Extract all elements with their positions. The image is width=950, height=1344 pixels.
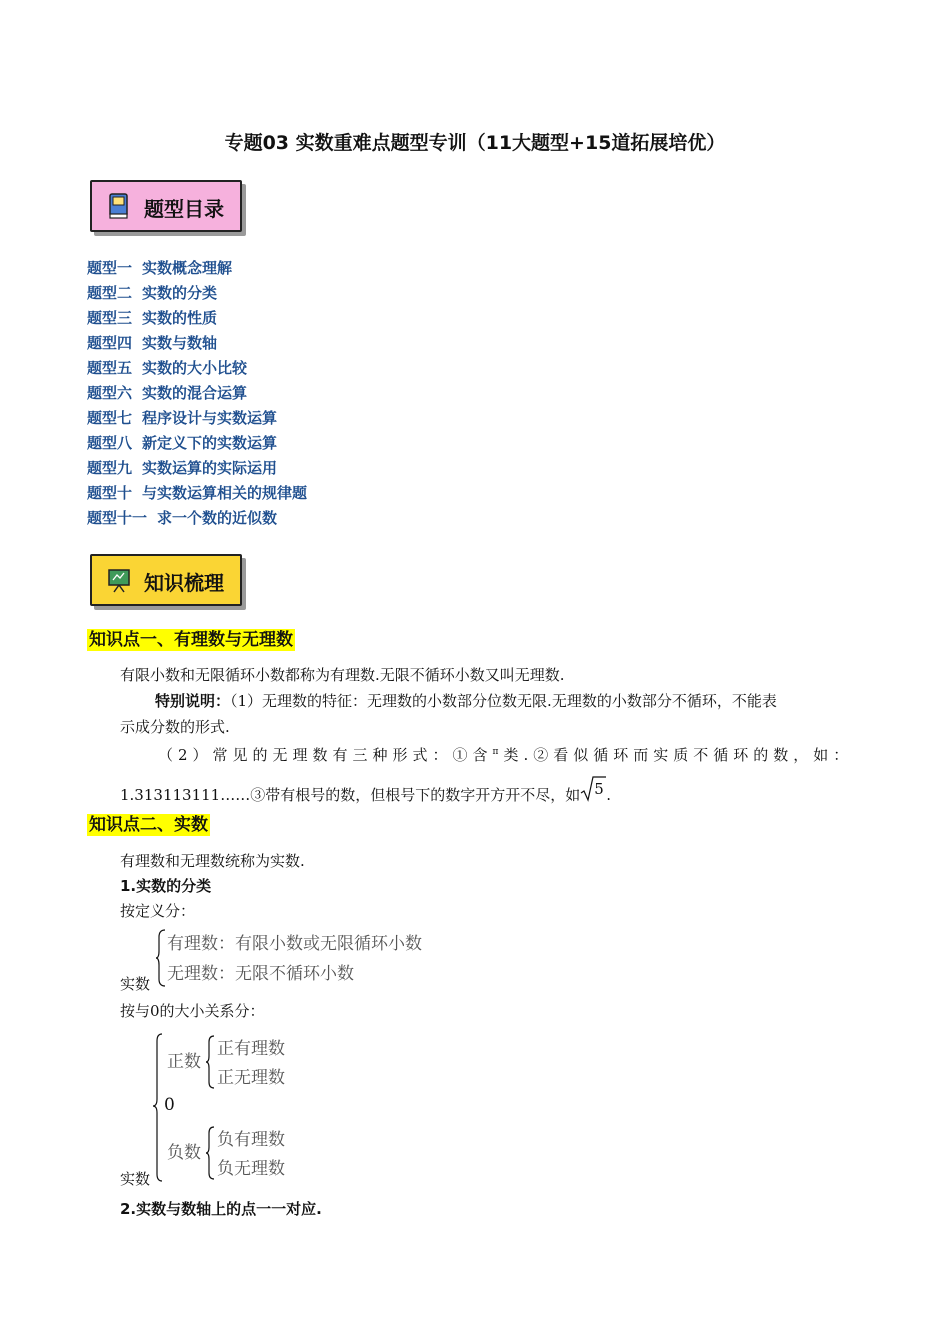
negative-rational: 负有理数	[217, 1130, 285, 1150]
toc-item[interactable]: 题型五 实数的大小比较	[87, 359, 248, 377]
toc-list	[87, 256, 307, 531]
negative-label: 负数	[167, 1143, 201, 1163]
toc-item[interactable]: 题型八 新定义下的实数运算	[87, 434, 278, 452]
by-definition-label: 按定义分：	[120, 902, 196, 920]
positive-rational: 正有理数	[217, 1039, 285, 1059]
section1-heading: 知识点一、有理数与无理数	[89, 630, 293, 650]
toc-item[interactable]: 题型三 实数的性质	[87, 309, 218, 327]
by-sign-label: 按与0的大小关系分：	[120, 1002, 265, 1020]
toc-item[interactable]: 题型六 实数的混合运算	[87, 384, 248, 402]
subheading-number-line: 2.实数与数轴上的点一一对应.	[120, 1200, 322, 1218]
knowledge-badge	[90, 554, 242, 606]
real-number-label: 实数	[120, 975, 151, 993]
definition-line-rational: 有理数：有限小数或无限循环小数	[167, 934, 422, 954]
section1-paragraph: 有限小数和无限循环小数都称为有理数.无限不循环小数又叫无理数.	[120, 666, 565, 684]
toc-item[interactable]: 题型七 程序设计与实数运算	[87, 409, 278, 427]
zero-label: 0	[164, 1095, 175, 1115]
negative-irrational: 负无理数	[217, 1159, 285, 1179]
toc-item[interactable]: 题型四 实数与数轴	[87, 334, 218, 352]
irrational-examples: 1.313113111……③带有根号的数，但根号下的数字开方开不尽，如 5 .	[120, 784, 611, 806]
positive-brace	[205, 1035, 215, 1089]
book-icon	[108, 193, 130, 219]
positive-irrational: 正无理数	[217, 1068, 285, 1088]
positive-label: 正数	[167, 1052, 201, 1072]
toc-item[interactable]: 题型九 实数运算的实际运用	[87, 459, 278, 477]
toc-item[interactable]: 题型一 实数概念理解	[87, 259, 233, 277]
page-title: 专题03 实数重难点题型专训（11大题型+15道拓展培优）	[224, 132, 726, 154]
blackboard-icon	[108, 567, 130, 593]
toc-item[interactable]: 题型二 实数的分类	[87, 284, 218, 302]
sign-brace	[152, 1033, 164, 1183]
definition-brace	[155, 929, 167, 987]
section2-paragraph: 有理数和无理数统称为实数.	[120, 852, 305, 870]
toc-badge-label: 题型目录	[144, 197, 224, 221]
special-note-continued: 示成分数的形式.	[120, 718, 230, 736]
section2-heading: 知识点二、实数	[89, 815, 208, 835]
toc-item[interactable]: 题型十一 求一个数的近似数	[87, 509, 278, 527]
special-note	[155, 690, 777, 712]
toc-item[interactable]: 题型十 与实数运算相关的规律题	[87, 484, 308, 502]
special-note-label: 特别说明：	[155, 692, 231, 710]
subheading-classification: 1.实数的分类	[120, 877, 212, 895]
sqrt-expression: 5	[580, 784, 606, 806]
special-note-text: （1）无理数的特征：无理数的小数部分位数无限.无理数的小数部分不循环，不能表	[230, 692, 777, 710]
negative-brace	[205, 1126, 215, 1180]
toc-badge	[90, 180, 242, 232]
definition-line-irrational: 无理数：无限不循环小数	[167, 964, 354, 984]
real-number-label-2: 实数	[120, 1170, 151, 1188]
irrational-forms: （2）常见的无理数有三种形式：①含$^\pi$类.②看似循环而实质不循环的数，如：	[158, 746, 854, 764]
knowledge-badge-label: 知识梳理	[144, 571, 224, 595]
pi-symbol: π	[492, 747, 504, 757]
